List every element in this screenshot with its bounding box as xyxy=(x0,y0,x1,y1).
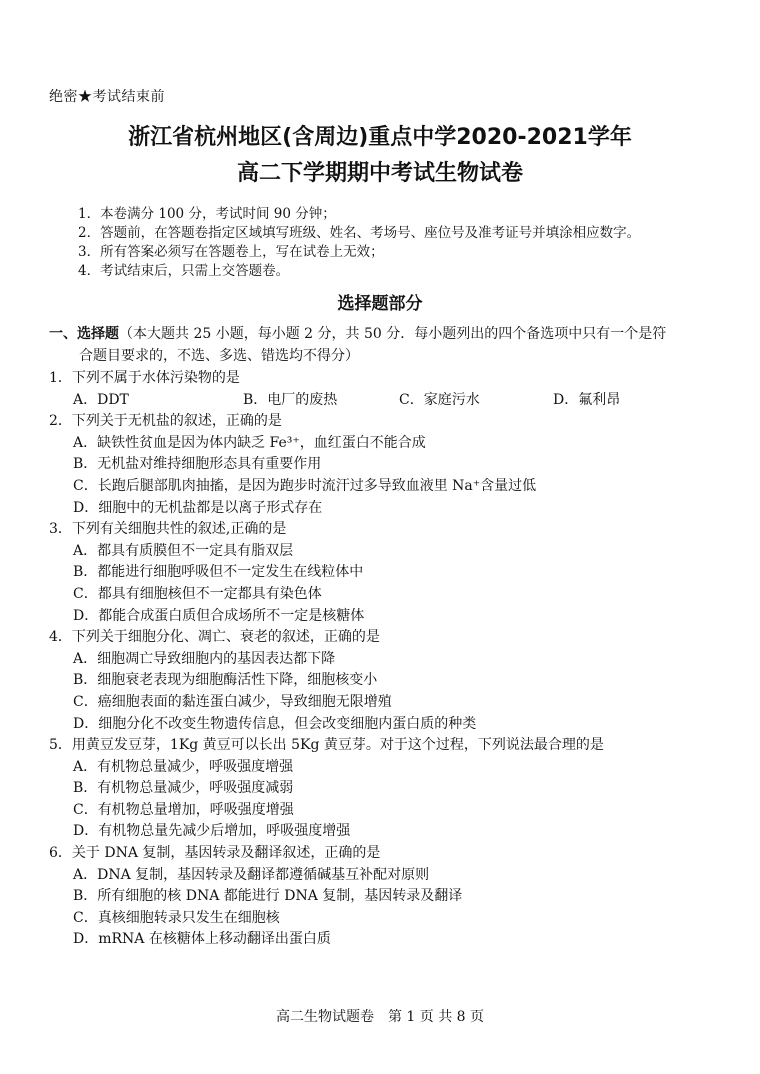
option-c: C．有机物总量增加，呼吸强度增强 xyxy=(73,801,294,818)
section-title: 选择题部分 xyxy=(337,294,423,314)
instruction-item: 4．考试结束后，只需上交答题卷。 xyxy=(78,263,290,279)
option-a: A．DDT xyxy=(73,391,129,408)
option-d: D．有机物总量先减少后增加，呼吸强度增强 xyxy=(73,823,351,840)
option-c: C．都具有细胞核但不一定都具有染色体 xyxy=(73,585,322,602)
option-c: C．家庭污水 xyxy=(399,391,480,408)
option-a: A．有机物总量减少，呼吸强度增强 xyxy=(73,758,294,775)
option-b: B．有机物总量减少，呼吸强度减弱 xyxy=(73,780,294,797)
option-d: D．mRNA 在核糖体上移动翻译出蛋白质 xyxy=(73,931,331,948)
question-6-stem: 6．关于 DNA 复制，基因转录及翻译叙述，正确的是 xyxy=(49,845,381,862)
exam-instructions xyxy=(78,205,640,281)
question-4-stem: 4．下列关于细胞分化、凋亡、衰老的叙述，正确的是 xyxy=(49,629,380,646)
section-heading: 一、选择题 xyxy=(49,326,119,342)
section-intro xyxy=(49,323,729,367)
option-c: C．癌细胞表面的黏连蛋白减少，导致细胞无限增殖 xyxy=(73,693,392,710)
option-b: B．都能进行细胞呼吸但不一定发生在线粒体中 xyxy=(73,564,364,581)
section-rules: （本大题共 25 小题，每小题 2 分，共 50 分．每小题列出的四个备选项中只有一个是符 xyxy=(119,326,667,342)
question-5-stem: 5．用黄豆发豆芽，1Kg 黄豆可以长出 5Kg 黄豆芽。对于这个过程，下列说法最合理的是 xyxy=(49,737,604,754)
question-1-options xyxy=(49,390,729,412)
option-d: D．都能合成蛋白质但合成场所不一定是核糖体 xyxy=(73,607,365,624)
option-a: A．缺铁性贫血是因为体内缺乏 Fe³⁺，血红蛋白不能合成 xyxy=(73,434,426,451)
option-b: B．所有细胞的核 DNA 都能进行 DNA 复制，基因转录及翻译 xyxy=(73,888,463,905)
page-footer: 高二生物试题卷 第 1 页 共 8 页 xyxy=(275,1009,485,1025)
instruction-item: 2．答题前，在答题卷指定区域填写班级、姓名、考场号、座位号及准考证号并填涂相应数字。 xyxy=(78,225,641,241)
confidential-label: 绝密★考试结束前 xyxy=(49,89,165,105)
option-b: B．无机盐对维持细胞形态具有重要作用 xyxy=(73,456,322,473)
instruction-item: 3．所有答案必须写在答题卷上，写在试卷上无效； xyxy=(78,244,384,260)
option-c: C．长跑后腿部肌肉抽搐，是因为跑步时流汗过多导致血液里 Na⁺含量过低 xyxy=(73,477,537,494)
exam-title-line2: 高二下学期期中考试生物试卷 xyxy=(236,161,523,186)
option-d: D．细胞中的无机盐都是以离子形式存在 xyxy=(73,499,323,516)
option-b: B．细胞衰老表现为细胞酶活性下降，细胞核变小 xyxy=(73,672,378,689)
option-d: D．氟利昂 xyxy=(553,391,621,408)
question-1-stem: 1．下列不属于水体污染物的是 xyxy=(49,370,240,386)
option-b: B．电厂的废热 xyxy=(243,391,338,408)
option-c: C．真核细胞转录只发生在细胞核 xyxy=(73,909,280,926)
option-d: D．细胞分化不改变生物遗传信息，但会改变细胞内蛋白质的种类 xyxy=(73,715,477,732)
option-a: A．DNA 复制，基因转录及翻译都遵循碱基互补配对原则 xyxy=(73,866,430,883)
exam-title-line1: 浙江省杭州地区(含周边)重点中学2020-2021学年 xyxy=(128,125,632,150)
instruction-item: 1．本卷满分 100 分，考试时间 90 分钟； xyxy=(78,206,336,222)
option-a: A．都具有质膜但不一定具有脂双层 xyxy=(73,542,294,559)
question-2-stem: 2．下列关于无机盐的叙述，正确的是 xyxy=(49,413,282,430)
section-rules-continued: 合题目要求的，不选、多选、错选均不得分） xyxy=(79,348,359,364)
option-a: A．细胞凋亡导致细胞内的基因表达都下降 xyxy=(73,650,336,667)
question-list xyxy=(49,368,729,951)
question-3-stem: 3．下列有关细胞共性的叙述,正确的是 xyxy=(49,521,287,538)
